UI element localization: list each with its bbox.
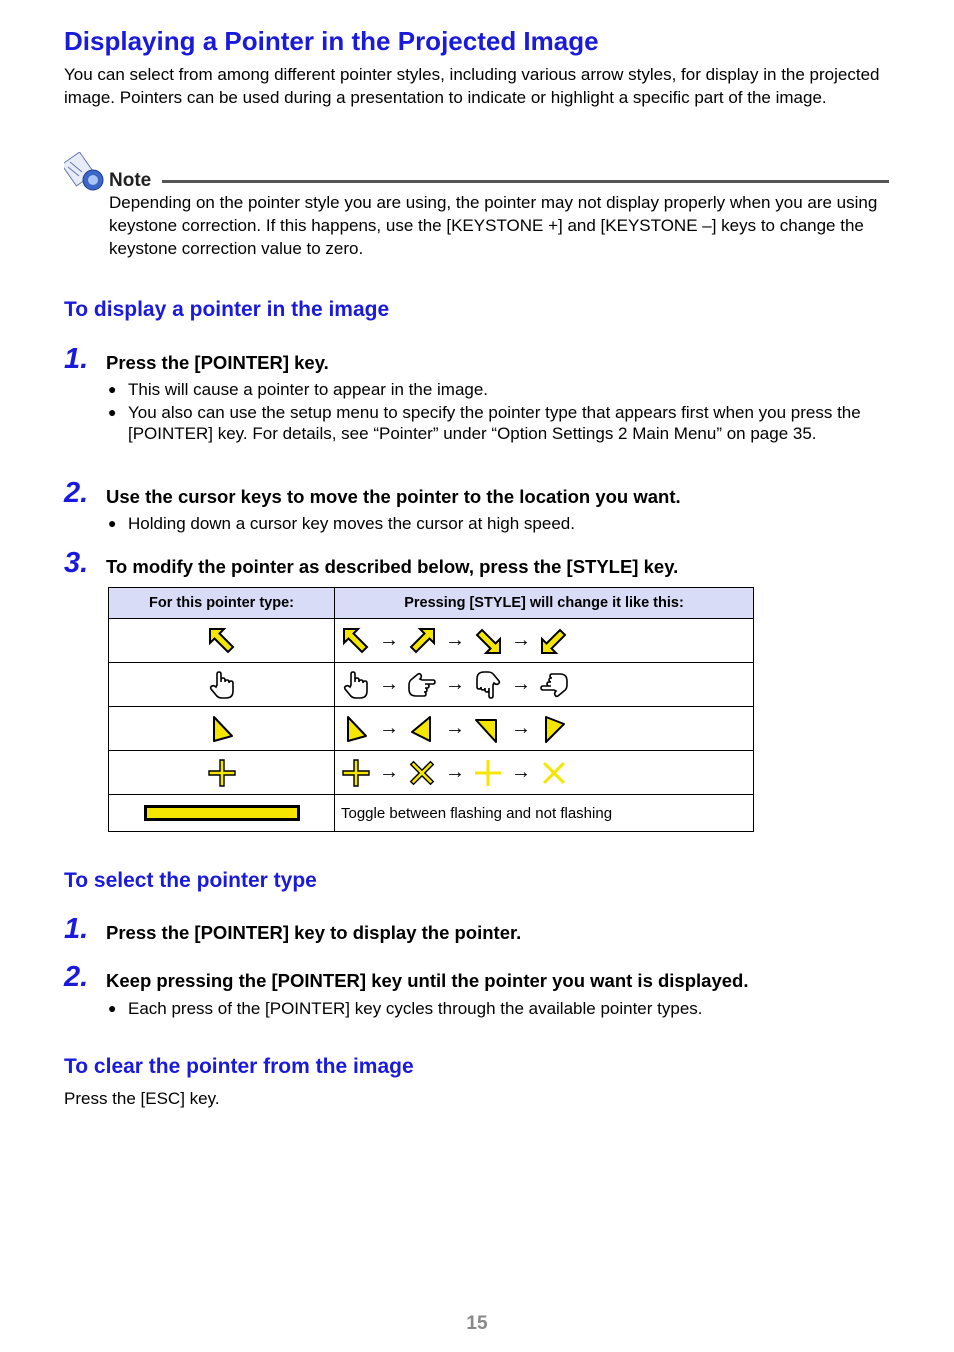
clear-pointer-text: Press the [ESC] key. (64, 1089, 220, 1108)
table-header: Pressing [STYLE] will change it like this: (335, 588, 754, 619)
step-number: 3. (64, 547, 89, 579)
bullet-item: ● Holding down a cursor key moves the cursor at high speed. (108, 514, 575, 533)
bullet-item: ● This will cause a pointer to appear in the image. (108, 380, 489, 399)
sequence-arrow: → (511, 717, 531, 739)
note-text: Depending on the pointer style you are using, the pointer may not display properly when you are using keystone correction. If this happens, use the [KEYSTONE +] and [KEYSTONE –] keys to change the keystone correction value to zero. (109, 193, 878, 258)
sequence-arrow: → (445, 629, 465, 651)
bar-pointer-icon (144, 805, 300, 821)
arrow-down-left-icon (539, 626, 569, 656)
arrow-down-right-icon (473, 626, 503, 656)
sequence-arrow: → (511, 673, 531, 695)
step-number: 1. (64, 343, 89, 375)
section-heading-select-pointer: To select the pointer type (64, 869, 317, 892)
page-number: 15 (466, 1313, 488, 1334)
section-heading-clear-pointer: To clear the pointer from the image (64, 1055, 414, 1078)
bullet-item: ● You also can use the setup menu to specify the pointer type that appears first when you press the [POINTER] key. For details, see “Pointer” under “Option Settings 2 Main Menu” on page 35. (108, 403, 861, 443)
table-header: For this pointer type: (109, 588, 335, 619)
sequence-arrow: → (445, 717, 465, 739)
triangle-down-icon (539, 714, 569, 744)
page-title: Displaying a Pointer in the Projected Image (64, 26, 599, 56)
table-row (109, 619, 754, 663)
step-number: 2. (64, 961, 89, 993)
sequence-arrow: → (379, 717, 399, 739)
triangle-right-icon (407, 714, 437, 744)
sequence-arrow: → (511, 629, 531, 651)
triangle-left-icon (341, 714, 371, 744)
step-text: Press the [POINTER] key to display the pointer. (106, 922, 522, 943)
table-row (109, 663, 754, 707)
hand-pointer-icon (207, 670, 237, 700)
sequence-arrow: → (379, 629, 399, 651)
sequence-arrow: → (445, 673, 465, 695)
hand-right-icon (407, 670, 437, 700)
bullet-item: ● Each press of the [POINTER] key cycles through the available pointer types. (108, 999, 703, 1018)
cross-outline-icon (341, 758, 371, 788)
sequence-arrow: → (511, 761, 531, 783)
toggle-text: Toggle between flashing and not flashing (335, 795, 754, 832)
step-text: Use the cursor keys to move the pointer to the location you want. (106, 486, 681, 507)
step-number: 1. (64, 913, 89, 945)
section-heading-display-pointer: To display a pointer in the image (64, 298, 390, 321)
triangle-up-icon (473, 714, 503, 744)
arrow-up-right-icon (407, 626, 437, 656)
step-text: Keep pressing the [POINTER] key until the pointer you want is displayed. (106, 970, 749, 991)
hand-down-icon (473, 670, 503, 700)
step-number: 2. (64, 477, 89, 509)
step-text: To modify the pointer as described below, press the [STYLE] key. (106, 556, 679, 577)
sequence-arrow: → (445, 761, 465, 783)
table-row (109, 751, 754, 795)
cross-solid-icon (473, 758, 503, 788)
table-row (109, 707, 754, 751)
x-outline-icon (407, 758, 437, 788)
x-solid-icon (539, 758, 569, 788)
arrow-pointer-icon (207, 626, 237, 656)
table-row (109, 795, 754, 832)
note-label: Note (109, 170, 152, 191)
pointer-style-table (108, 587, 754, 832)
intro-paragraph: You can select from among different pointer styles, including various arrow styles, for display in the projected image. Pointers can be used during a presentation to indicate or highlight a specific part of the image. (64, 65, 880, 107)
arrow-up-left-icon (341, 626, 371, 656)
hand-left-icon (539, 670, 569, 700)
note-pencil-icon (64, 152, 106, 192)
sequence-arrow: → (379, 673, 399, 695)
hand-up-icon (341, 670, 371, 700)
triangle-pointer-icon (207, 714, 237, 744)
note-divider (162, 180, 889, 183)
crosshair-pointer-icon (207, 758, 237, 788)
step-text: Press the [POINTER] key. (106, 352, 329, 373)
sequence-arrow: → (379, 761, 399, 783)
